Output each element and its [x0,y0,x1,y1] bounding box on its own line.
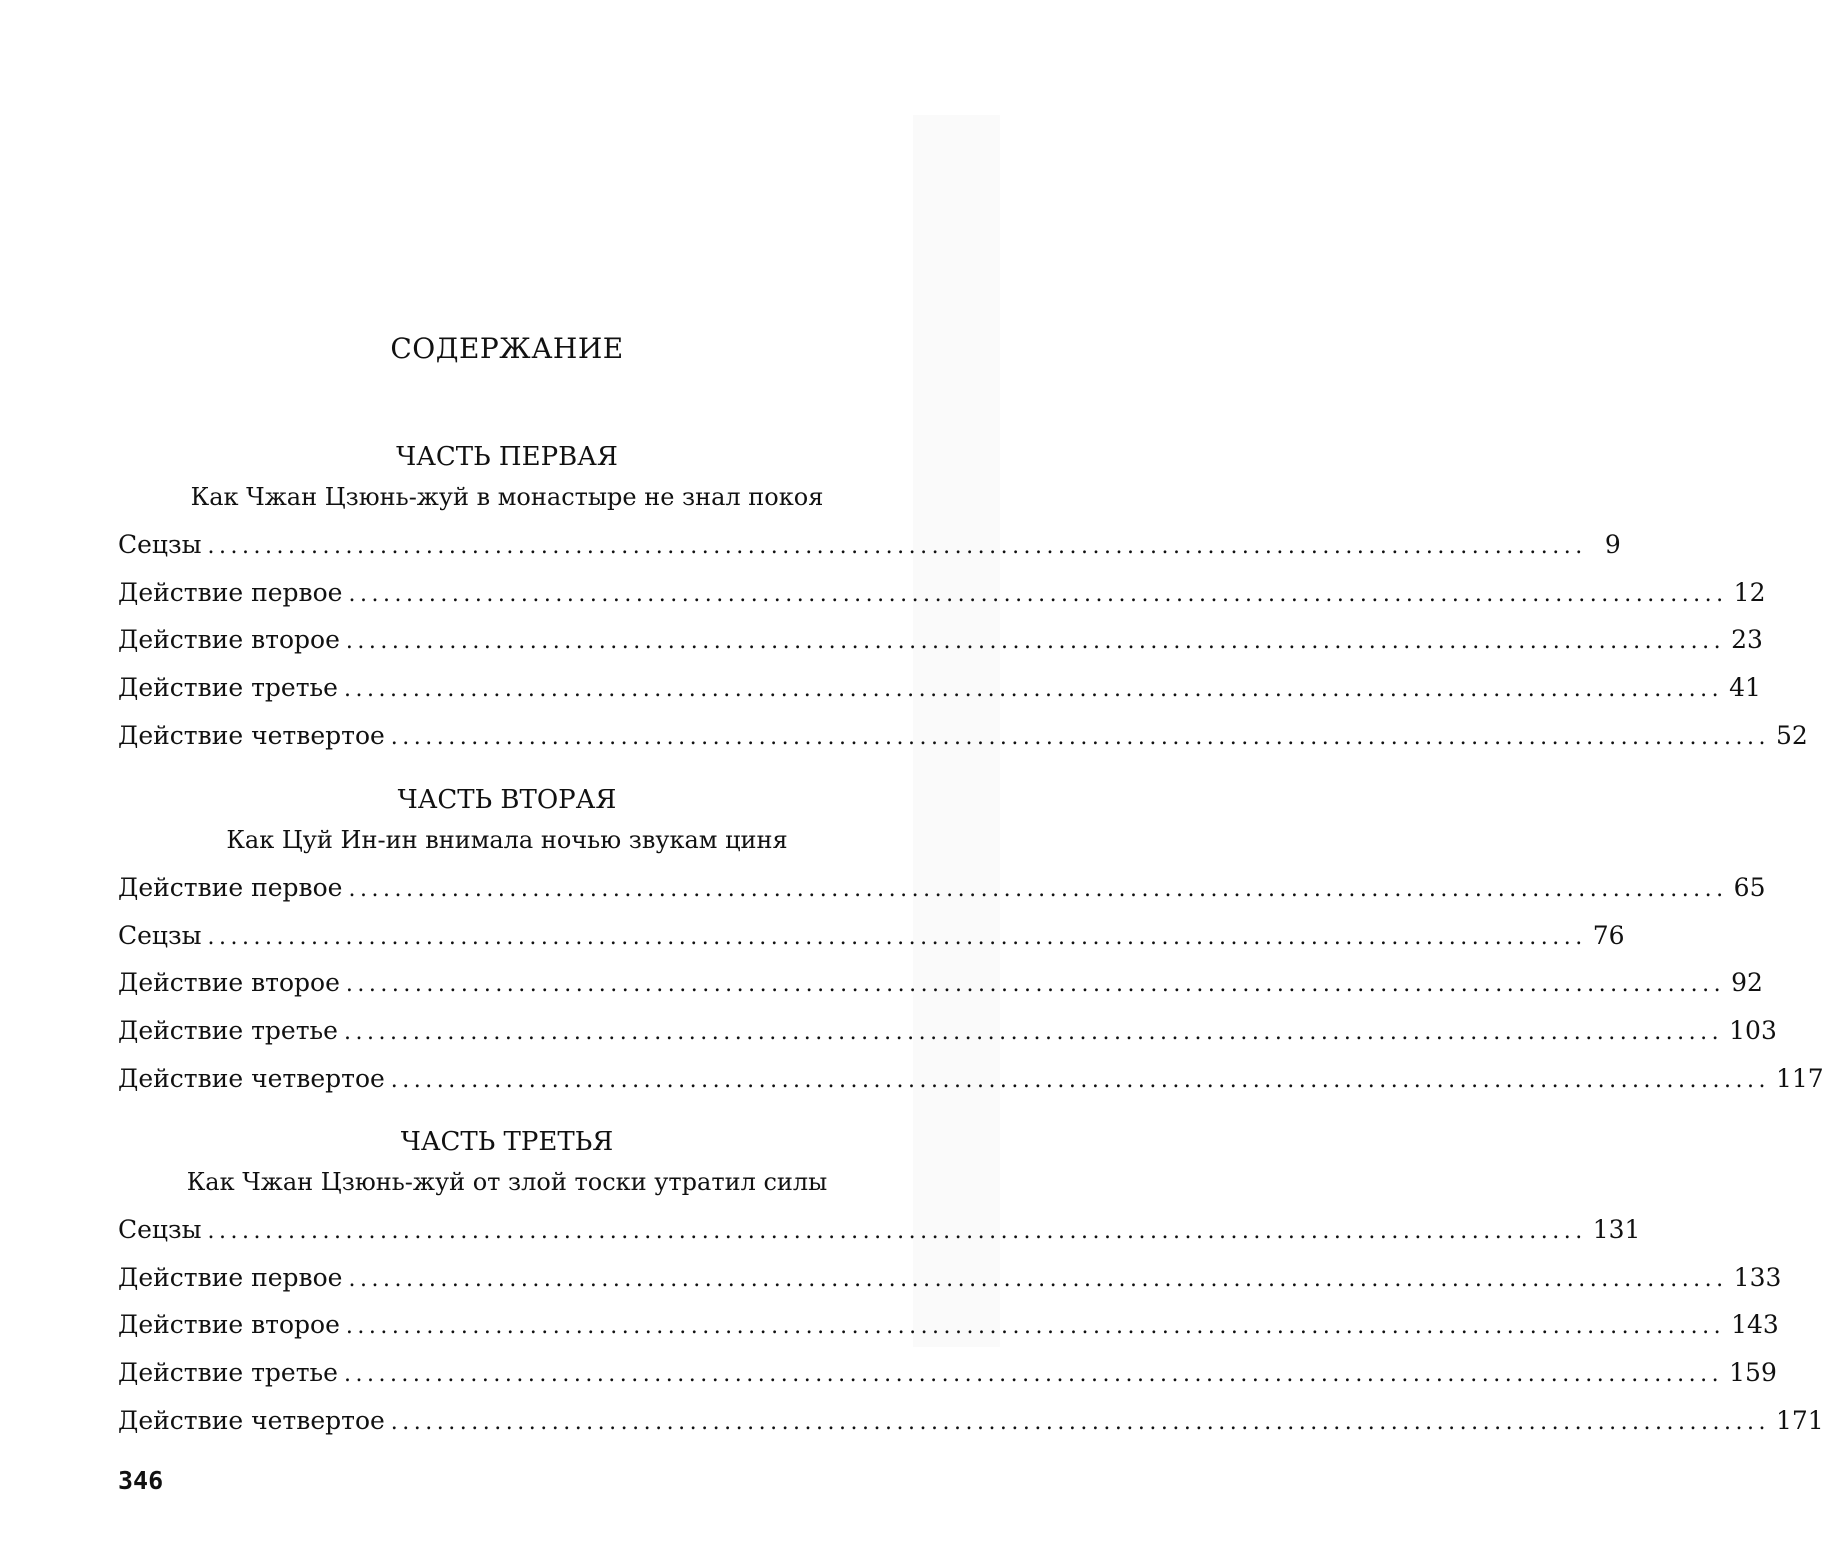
dot-leader: ........................................................................................................................ [348,581,1728,607]
dot-leader: ........................................................................................................................ [390,724,1770,750]
entry-page: 117 [1775,1063,1824,1093]
entry-page: 131 [1592,1215,1641,1244]
entry-page: 143 [1731,1310,1779,1340]
entry-page: 65 [1733,873,1766,902]
toc-entry[interactable] [118,1055,1824,1103]
part-heading: ЧАСТЬ ТРЕТЬЯ [400,1127,614,1157]
entry-page: 23 [1731,625,1763,655]
dot-leader: ........................................................................................................................ [345,1314,1726,1340]
toc-part [118,1122,1824,1444]
part-heading: ЧАСТЬ ВТОРАЯ [397,785,617,815]
entry-label: Сецзы [118,530,202,559]
entry-page: 41 [1729,673,1761,703]
entry-label: Сецзы [118,1215,202,1244]
toc-part [118,780,1824,1102]
entry-page: 92 [1731,968,1763,998]
dot-leader: ........................................................................................................................ [390,1409,1770,1435]
toc-entry[interactable] [118,1206,1641,1254]
entry-label: Сецзы [118,920,202,950]
dot-leader: ........................................................................................................................ [343,1020,1724,1046]
toc-entry[interactable] [118,569,1766,617]
toc-part [118,437,1808,759]
toc-entry[interactable] [118,912,1625,960]
entry-label: Действие первое [118,1262,343,1292]
dot-leader: ........................................................................................................................ [390,1067,1770,1093]
entry-label: Действие второе [118,968,340,998]
toc-entry[interactable] [118,959,1763,1007]
toc-entry[interactable] [118,1301,1779,1349]
dot-leader: ........................................................................................................................ [207,534,1587,559]
entry-label: Действие второе [118,1310,340,1340]
entry-page: 9 [1604,530,1621,559]
dot-leader: ........................................................................................................................ [345,629,1726,655]
dot-leader: ........................................................................................................................ [207,1219,1587,1244]
entry-page: 171 [1775,1405,1824,1435]
entry-label: Действие первое [118,873,343,902]
entry-page: 76 [1592,920,1625,950]
toc-entry[interactable] [118,1007,1777,1055]
toc-entry[interactable] [118,1349,1777,1397]
toc-entry[interactable] [118,1397,1824,1445]
entry-label: Действие четвертое [118,720,385,750]
page-title: СОДЕРЖАНИЕ [390,332,624,365]
part-subtitle: Как Чжан Цзюнь-жуй в монастыре не знал покоя [190,483,824,511]
dot-leader: ........................................................................................................................ [207,924,1587,950]
dot-leader: ........................................................................................................................ [348,877,1728,902]
part-heading: ЧАСТЬ ПЕРВАЯ [396,442,618,472]
entry-label: Действие третье [118,1358,338,1388]
entry-label: Действие четвертое [118,1405,385,1435]
part-subtitle: Как Чжан Цзюнь-жуй от злой тоски утратил силы [186,1168,828,1196]
dot-leader: ........................................................................................................................ [343,677,1724,703]
toc-entry[interactable] [118,616,1763,664]
toc-entry[interactable] [118,712,1808,760]
entry-page: 12 [1733,577,1766,607]
page-number: 346 [118,1466,164,1495]
entry-page: 52 [1775,720,1808,750]
toc-entry[interactable] [118,1254,1782,1302]
entry-page: 159 [1729,1358,1777,1388]
entry-page: 103 [1729,1016,1777,1046]
entry-label: Действие первое [118,577,343,607]
entry-label: Действие третье [118,1016,338,1046]
entry-page: 133 [1733,1262,1782,1292]
dot-leader: ........................................................................................................................ [343,1362,1724,1388]
toc-entry[interactable] [118,664,1761,712]
entry-label: Действие второе [118,625,340,655]
toc-entry[interactable] [118,521,1621,569]
entry-label: Действие четвертое [118,1063,385,1093]
part-subtitle: Как Цуй Ин-ин внимала ночью звукам циня [226,826,788,854]
toc-entry[interactable] [118,864,1766,912]
dot-leader: ........................................................................................................................ [345,972,1726,998]
entry-label: Действие третье [118,673,338,703]
dot-leader: ........................................................................................................................ [348,1266,1728,1292]
